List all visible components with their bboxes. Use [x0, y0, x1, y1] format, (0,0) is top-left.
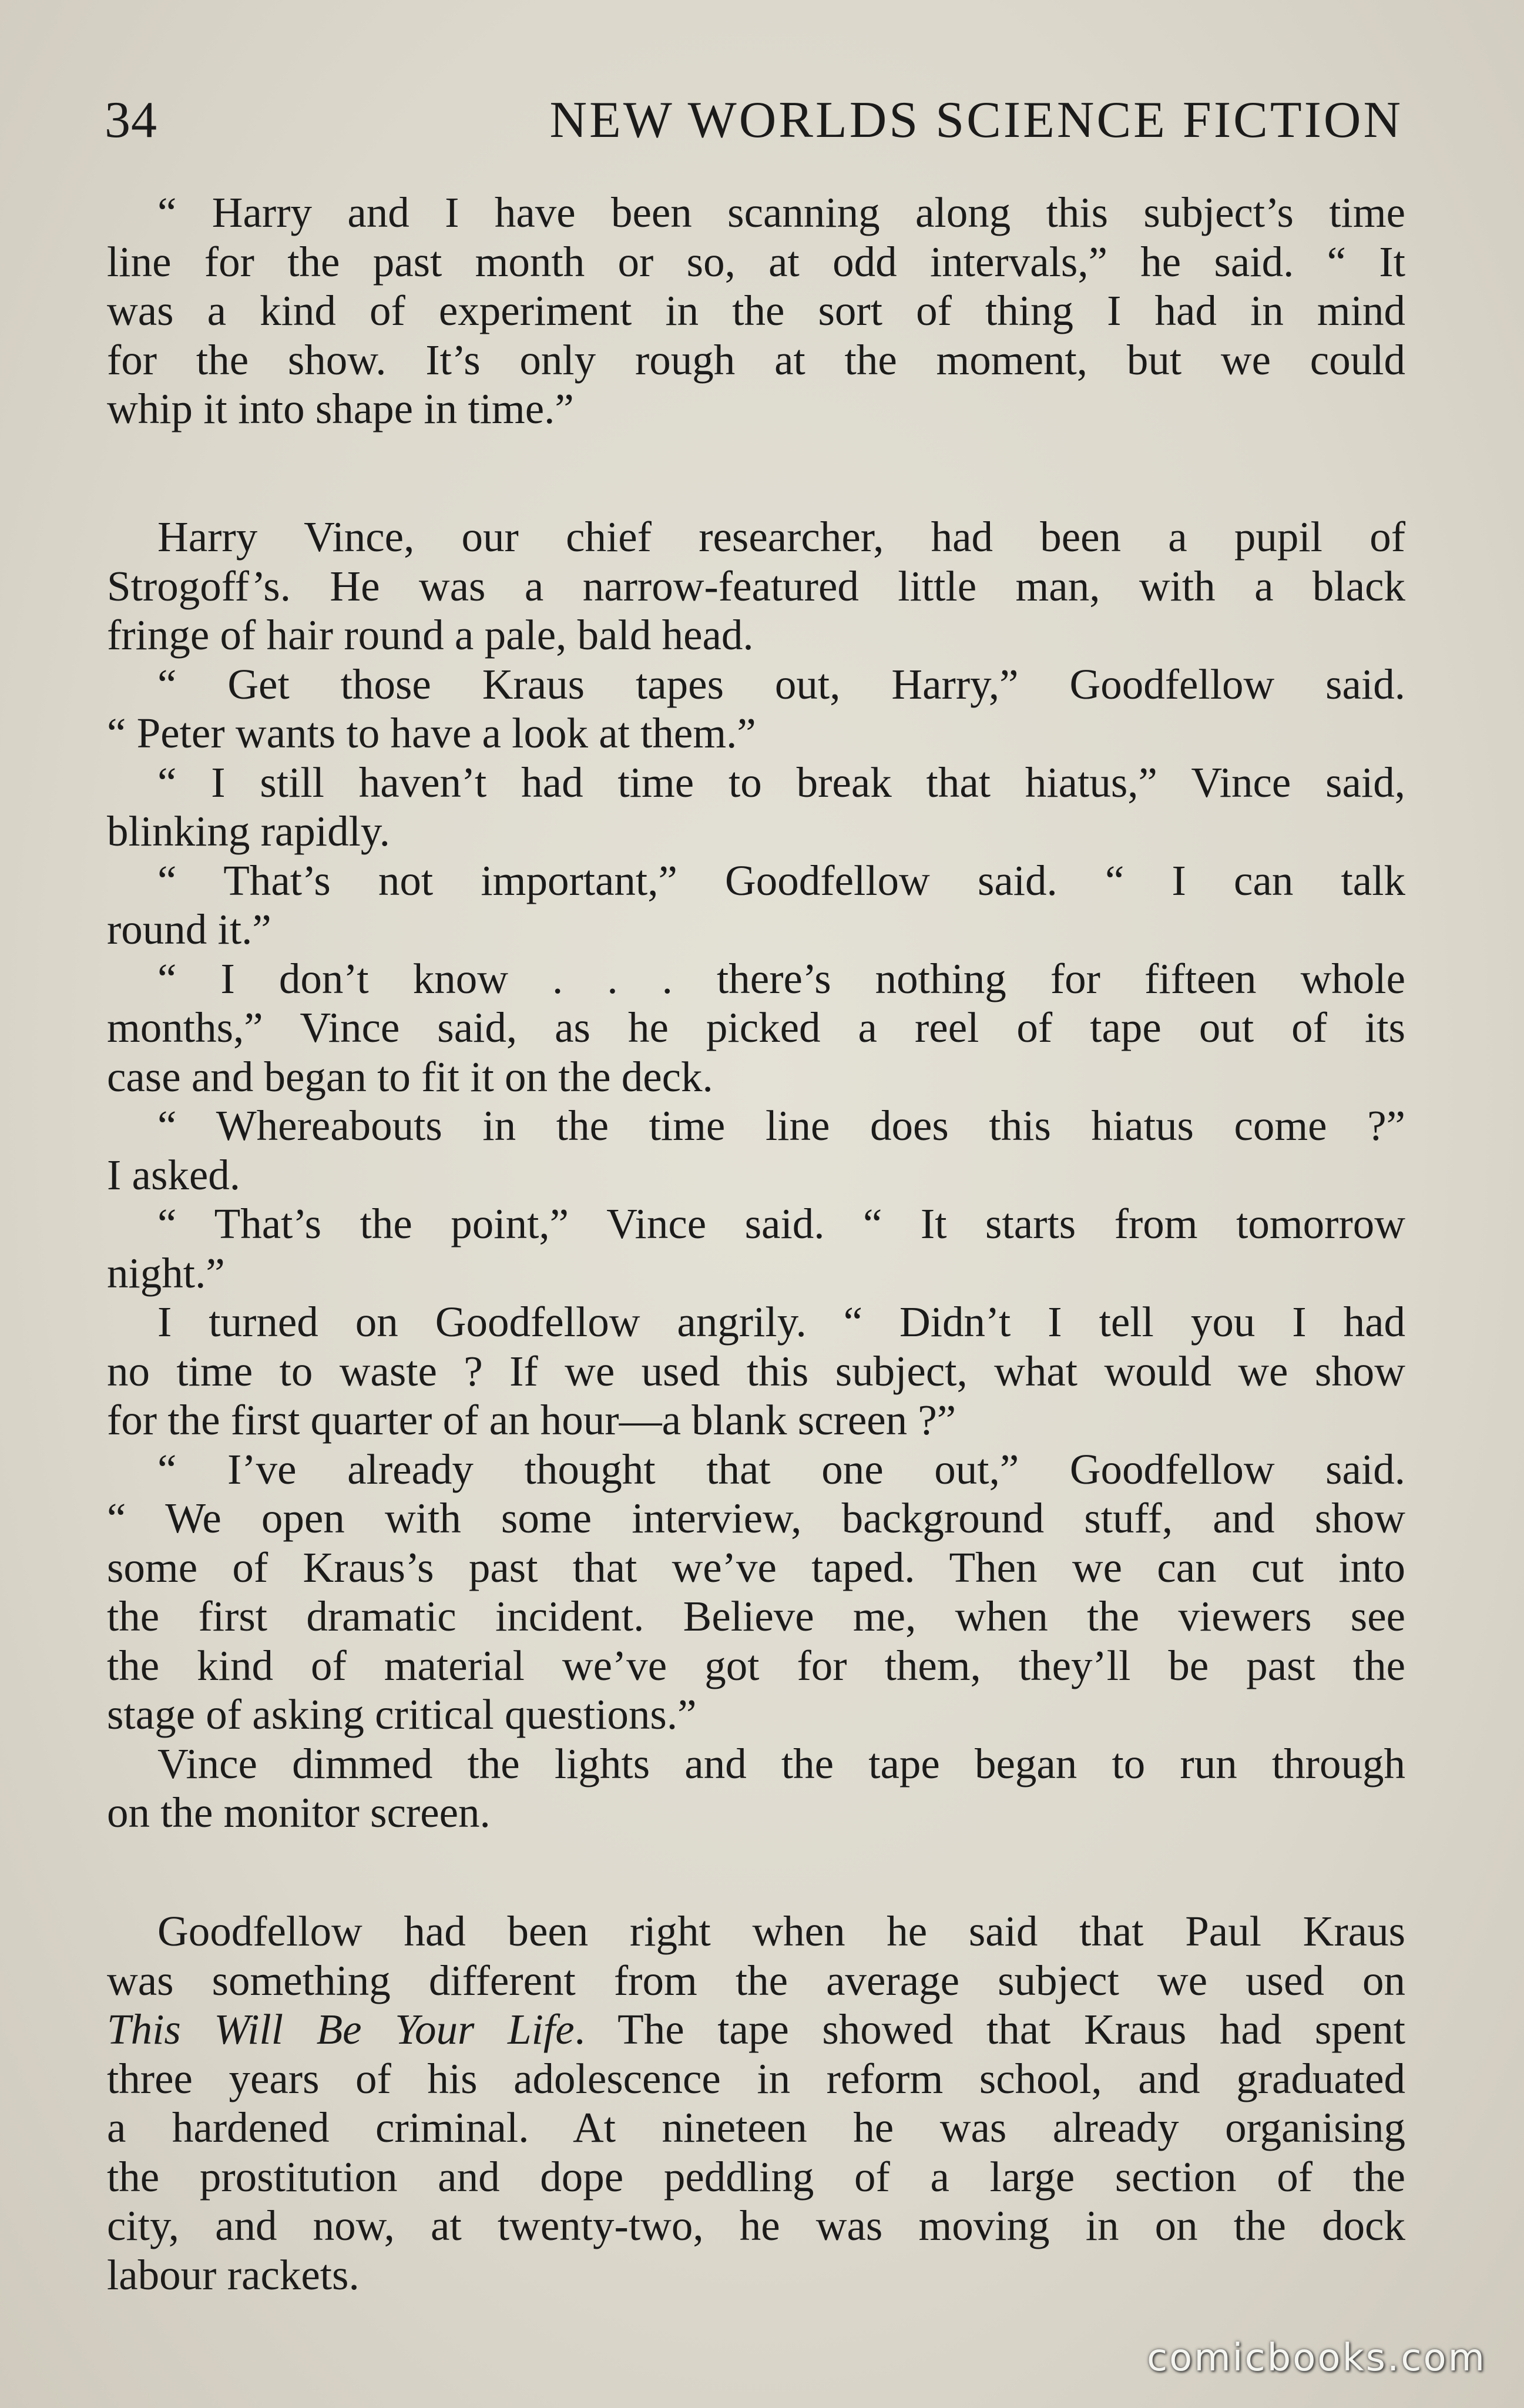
section-2 [107, 512, 1405, 1837]
text-line: “ I don’t know . . . there’s nothing for fifteen whole [157, 954, 1405, 1002]
text-line: “ That’s not important,” Goodfellow said. “ I can talk [157, 856, 1405, 904]
text-line: three years of his adolescence in reform school, and graduated [107, 2054, 1405, 2102]
running-head: NEW WORLDS SCIENCE FICTION [549, 92, 1403, 149]
text-line: round it.” [107, 905, 271, 953]
text-line: Goodfellow had been right when he said that Paul Kraus [157, 1907, 1405, 1955]
text-line: “ I still haven’t had time to break that hiatus,” Vince said, [157, 758, 1405, 806]
text-line: some of Kraus’s past that we’ve taped. Then we can cut into [107, 1543, 1405, 1591]
text-line: on the monitor screen. [107, 1789, 491, 1836]
text-line: case and began to fit it on the deck. [107, 1052, 713, 1101]
text-line: “ Peter wants to have a look at them.” [107, 709, 756, 757]
text-line: labour rackets. [107, 2251, 360, 2299]
show-title: This Will Be Your Life [107, 2005, 575, 2053]
text-line: Vince dimmed the lights and the tape began to run through [157, 1739, 1405, 1787]
text-line-rest: . The tape showed that Kraus had spent [574, 2005, 1405, 2053]
text-line: was something different from the average subject we used on [107, 1956, 1405, 2004]
page-header [105, 88, 1403, 153]
section-1 [107, 188, 1405, 434]
text-line: months,” Vince said, as he picked a reel of tape out of its [107, 1004, 1405, 1051]
text-line: city, and now, at twenty-two, he was moving in on the dock [107, 2202, 1405, 2249]
text-line: a hardened criminal. At nineteen he was already organising [107, 2104, 1405, 2151]
text-line: the first dramatic incident. Believe me, when the viewers see [107, 1592, 1405, 1640]
text-line: night.” [107, 1249, 225, 1297]
text-line: I asked. [107, 1151, 241, 1199]
text-line: Harry Vince, our chief researcher, had been a pupil of [157, 513, 1405, 561]
text-line: stage of asking critical questions.” [107, 1691, 697, 1738]
text-line: fringe of hair round a pale, bald head. [107, 611, 754, 659]
text-line: “ Get those Kraus tapes out, Harry,” Goodfellow said. [157, 660, 1405, 708]
text-line: “ Harry and I have been scanning along this subject’s time [157, 189, 1405, 236]
text-line: “ Whereabouts in the time line does this hiatus come ?” [157, 1102, 1405, 1149]
text-line: for the first quarter of an hour—a blank screen ?” [107, 1396, 956, 1444]
watermark: comicbooks.com [1146, 2336, 1486, 2380]
text-line: no time to waste ? If we used this subject, what would we show [107, 1347, 1405, 1395]
section-3 [107, 1907, 1405, 2299]
page-number: 34 [105, 92, 157, 149]
text-line: Strogoff’s. He was a narrow-featured little man, with a black [107, 562, 1405, 610]
text-line: was a kind of experiment in the sort of thing I had in mind [107, 287, 1405, 334]
text-line: line for the past month or so, at odd intervals,” he said. “ It [107, 237, 1405, 286]
text-line: the kind of material we’ve got for them, they’ll be past the [107, 1641, 1405, 1689]
text-line: the prostitution and dope peddling of a large section of the [107, 2152, 1405, 2201]
text-line: for the show. It’s only rough at the moment, but we could [107, 336, 1405, 384]
text-line: whip it into shape in time.” [107, 385, 574, 432]
text-line: “ I’ve already thought that one out,” Goodfellow said. [157, 1445, 1405, 1493]
text-line: I turned on Goodfellow angrily. “ Didn’t I tell you I had [157, 1298, 1405, 1346]
text-line: blinking rapidly. [107, 807, 390, 855]
text-line [107, 2005, 1405, 2054]
text-line: “ That’s the point,” Vince said. “ It starts from tomorrow [157, 1200, 1405, 1247]
text-line: “ We open with some interview, background stuff, and show [107, 1494, 1405, 1542]
